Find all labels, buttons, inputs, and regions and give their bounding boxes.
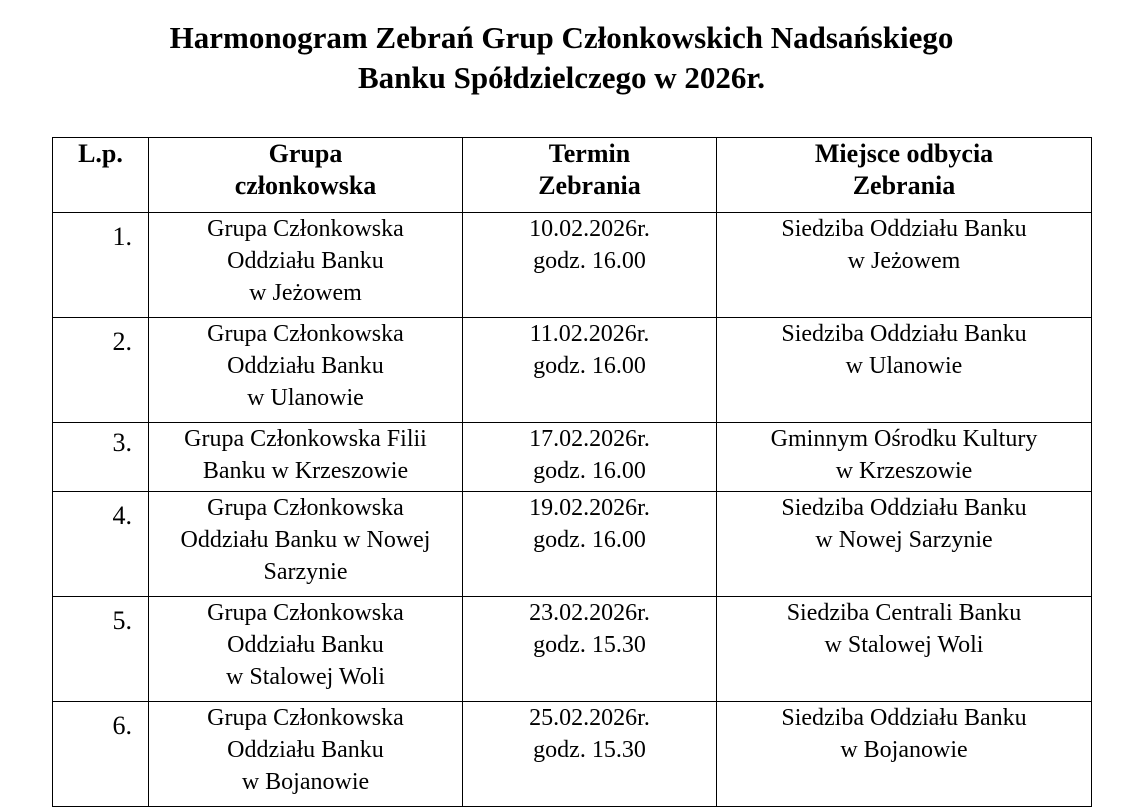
date-cell: 11.02.2026r. godz. 16.00 [463,318,717,423]
table-row [53,318,1092,423]
row-number: 1. [53,213,149,318]
header-grupa: Grupa członkowska [149,138,463,213]
date-cell: 25.02.2026r. godz. 15.30 [463,702,717,807]
table-row [53,213,1092,318]
date-cell: 23.02.2026r. godz. 15.30 [463,597,717,702]
group-cell: Grupa Członkowska Oddziału Banku w Ulanowie [149,318,463,423]
row-number: 2. [53,318,149,423]
place-cell: Siedziba Centrali Banku w Stalowej Woli [717,597,1092,702]
group-cell: Grupa Członkowska Oddziału Banku w Nowej Sarzynie [149,492,463,597]
place-cell: Siedziba Oddziału Banku w Bojanowie [717,702,1092,807]
group-cell: Grupa Członkowska Oddziału Banku w Bojanowie [149,702,463,807]
document-title [0,18,1123,98]
place-cell: Siedziba Oddziału Banku w Nowej Sarzynie [717,492,1092,597]
date-cell: 17.02.2026r. godz. 16.00 [463,423,717,492]
date-cell: 19.02.2026r. godz. 16.00 [463,492,717,597]
group-cell: Grupa Członkowska Filii Banku w Krzeszowie [149,423,463,492]
title-line-1: Harmonogram Zebrań Grup Członkowskich Nadsańskiego [169,20,954,55]
date-cell: 10.02.2026r. godz. 16.00 [463,213,717,318]
table-row [53,423,1092,492]
row-number: 5. [53,597,149,702]
place-cell: Siedziba Oddziału Banku w Ulanowie [717,318,1092,423]
header-miejsce: Miejsce odbycia Zebrania [717,138,1092,213]
header-lp: L.p. [53,138,149,213]
group-cell: Grupa Członkowska Oddziału Banku w Stalowej Woli [149,597,463,702]
row-number: 4. [53,492,149,597]
table-row [53,597,1092,702]
table-row [53,492,1092,597]
place-cell: Siedziba Oddziału Banku w Jeżowem [717,213,1092,318]
row-number: 6. [53,702,149,807]
title-line-2: Banku Spółdzielczego w 2026r. [357,60,766,95]
meeting-schedule-table [52,137,1092,807]
group-cell: Grupa Członkowska Oddziału Banku w Jeżowem [149,213,463,318]
table-header-row [53,138,1092,213]
row-number: 3. [53,423,149,492]
header-termin: Termin Zebrania [463,138,717,213]
place-cell: Gminnym Ośrodku Kultury w Krzeszowie [717,423,1092,492]
